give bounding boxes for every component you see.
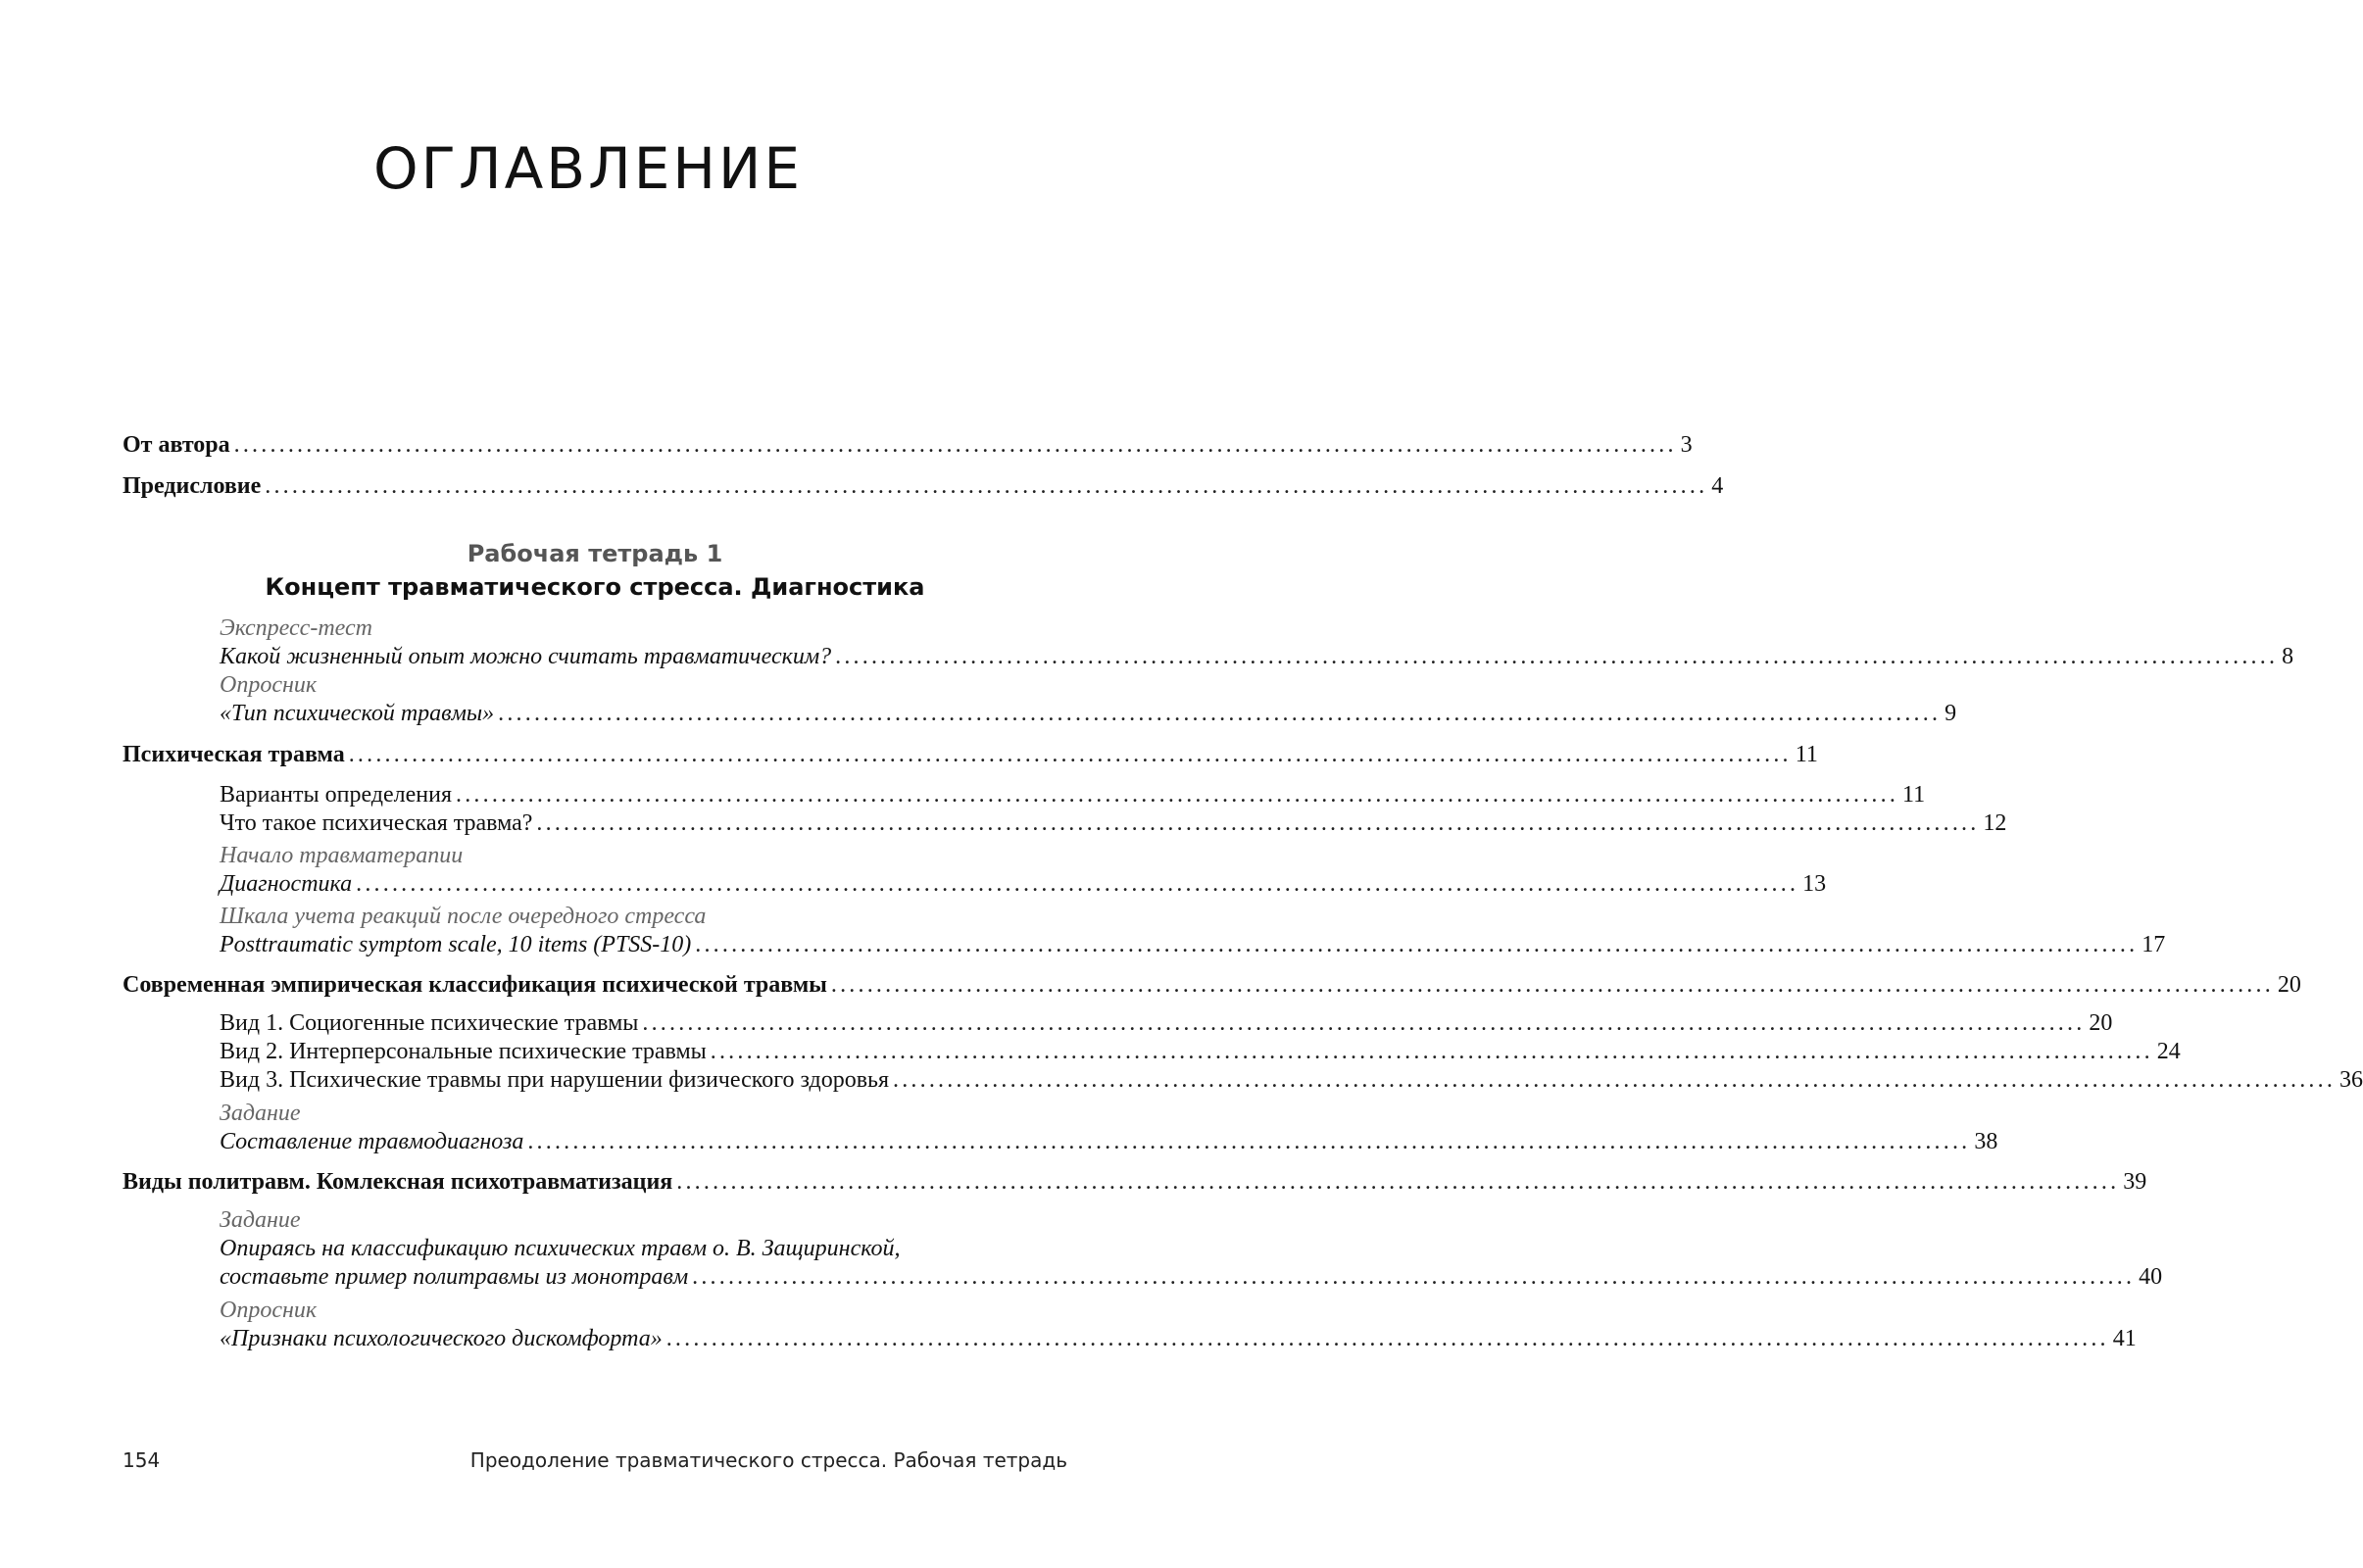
dot-leader: ................................................................................................................................................................ xyxy=(676,1169,2120,1195)
toc-caption: Задание xyxy=(220,1101,301,1126)
toc-page-number: 17 xyxy=(2141,932,2166,957)
toc-caption: Шкала учета реакций после очередного стресса xyxy=(220,904,707,929)
workbook-title: Концепт травматического стресса. Диагностика xyxy=(265,573,925,601)
dot-leader: ................................................................................................................................................................ xyxy=(536,810,1980,836)
toc-page-number: 20 xyxy=(2089,1010,2113,1036)
toc-entry-from-author[interactable] xyxy=(123,431,1693,460)
toc-entry-label: Вид 3. Психические травмы при нарушении физического здоровья xyxy=(220,1067,890,1093)
toc-page-number: 8 xyxy=(2282,644,2294,669)
dot-leader: ................................................................................................................................................................ xyxy=(348,742,1792,767)
toc-entry-label: Современная эмпирическая классификация психической травмы xyxy=(123,972,827,998)
toc-page-number: 11 xyxy=(1902,782,1926,808)
toc-entry-trauma-type[interactable] xyxy=(123,700,1957,728)
toc-page-number: 36 xyxy=(2339,1067,2363,1093)
toc-page-number: 9 xyxy=(1945,701,1957,726)
toc-caption: Опросник xyxy=(220,1298,318,1323)
toc-entry-trauma-diagnosis[interactable] xyxy=(123,1128,1998,1156)
toc-entry-label: Posttraumatic symptom scale, 10 items (PTSS-10) xyxy=(220,932,692,957)
dot-leader: ................................................................................................................................................................ xyxy=(665,1326,2109,1351)
toc-entry-label: Диагностика xyxy=(220,871,353,897)
toc-entry-label: От автора xyxy=(123,432,230,458)
toc-page-number: 12 xyxy=(1983,810,2007,836)
dot-leader: ................................................................................................................................................................ xyxy=(642,1010,2086,1036)
toc-entry-label: Предисловие xyxy=(123,473,262,499)
toc-entry-diagnostics[interactable] xyxy=(123,870,1827,899)
page-footer xyxy=(123,1448,1067,1472)
toc-entry-preface[interactable] xyxy=(123,472,1724,501)
toc-entry-polytrauma[interactable] xyxy=(123,1168,2147,1197)
dot-leader: ................................................................................................................................................................ xyxy=(695,932,2139,957)
table-of-contents xyxy=(123,431,2363,1353)
dot-leader: ................................................................................................................................................................ xyxy=(265,473,1708,499)
toc-entry-label: Варианты определения xyxy=(220,782,453,808)
dot-leader: ................................................................................................................................................................ xyxy=(498,701,1942,726)
toc-page-number: 13 xyxy=(1802,871,1827,897)
toc-entry-express-test[interactable] xyxy=(123,643,2294,671)
toc-page-number: 20 xyxy=(2277,972,2301,998)
toc-entry-label: Вид 2. Интерперсональные психические травмы xyxy=(220,1039,707,1064)
toc-entry-label-line: Опираясь на классификацию психических травм о. В. Защиринской, xyxy=(220,1236,901,1261)
toc-caption: Начало травматерапии xyxy=(220,843,464,868)
toc-caption: Задание xyxy=(220,1207,301,1233)
dot-leader: ................................................................................................................................................................ xyxy=(356,871,1799,897)
toc-entry-label: составьте пример политравмы из монотравм xyxy=(220,1264,689,1290)
dot-leader: ................................................................................................................................................................ xyxy=(233,432,1677,458)
toc-page-number: 3 xyxy=(1680,432,1693,458)
toc-entry-label: «Тип психической травмы» xyxy=(220,701,495,726)
toc-entry-type-2[interactable] xyxy=(123,1038,2181,1066)
toc-entry-label: Какой жизненный опыт можно считать травматическим? xyxy=(220,644,832,669)
dot-leader: ................................................................................................................................................................ xyxy=(893,1067,2337,1093)
toc-entry-type-1[interactable] xyxy=(123,1009,2113,1038)
dot-leader: ................................................................................................................................................................ xyxy=(835,644,2279,669)
toc-entry-label: Что такое психическая травма? xyxy=(220,810,533,836)
toc-entry-label: Психическая травма xyxy=(123,742,345,767)
dot-leader: ................................................................................................................................................................ xyxy=(710,1039,2153,1064)
toc-entry-ptss-10[interactable] xyxy=(123,931,2166,959)
toc-entry-label: Вид 1. Социогенные психические травмы xyxy=(220,1010,639,1036)
toc-page-number: 40 xyxy=(2139,1264,2163,1290)
toc-entry-polytrauma-example[interactable] xyxy=(123,1263,2163,1292)
workbook-heading xyxy=(123,538,1067,605)
toc-entry-psychic-trauma[interactable] xyxy=(123,741,1818,769)
toc-page-number: 11 xyxy=(1795,742,1818,767)
dot-leader: ................................................................................................................................................................ xyxy=(830,972,2274,998)
footer-page-number: 154 xyxy=(123,1448,161,1472)
toc-caption: Экспресс-тест xyxy=(220,615,372,641)
toc-entry-discomfort-signs[interactable] xyxy=(123,1325,2137,1353)
page-title: ОГЛАВЛЕНИЕ xyxy=(372,135,803,202)
toc-entry-definitions[interactable] xyxy=(123,781,1926,809)
toc-page-number: 4 xyxy=(1711,473,1724,499)
toc-entry-label: Виды политравм. Комлексная психотравматизация xyxy=(123,1169,673,1195)
dot-leader: ................................................................................................................................................................ xyxy=(527,1129,1971,1154)
dot-leader: ................................................................................................................................................................ xyxy=(456,782,1899,808)
toc-page-number: 41 xyxy=(2112,1326,2137,1351)
toc-page-number: 39 xyxy=(2123,1169,2147,1195)
workbook-number: Рабочая тетрадь 1 xyxy=(467,540,723,567)
toc-page-number: 24 xyxy=(2156,1039,2181,1064)
toc-entry-label: «Признаки психологического дискомфорта» xyxy=(220,1326,663,1351)
toc-entry-type-3[interactable] xyxy=(123,1066,2363,1095)
dot-leader: ................................................................................................................................................................ xyxy=(692,1264,2136,1290)
footer-book-title: Преодоление травматического стресса. Рабочая тетрадь xyxy=(469,1448,1067,1472)
toc-page-number: 38 xyxy=(1974,1129,1998,1154)
toc-entry-classification[interactable] xyxy=(123,971,2301,1000)
toc-entry-label: Составление травмодиагноза xyxy=(220,1129,524,1154)
toc-entry-what-is-trauma[interactable] xyxy=(123,809,2007,838)
toc-caption: Опросник xyxy=(220,672,318,698)
